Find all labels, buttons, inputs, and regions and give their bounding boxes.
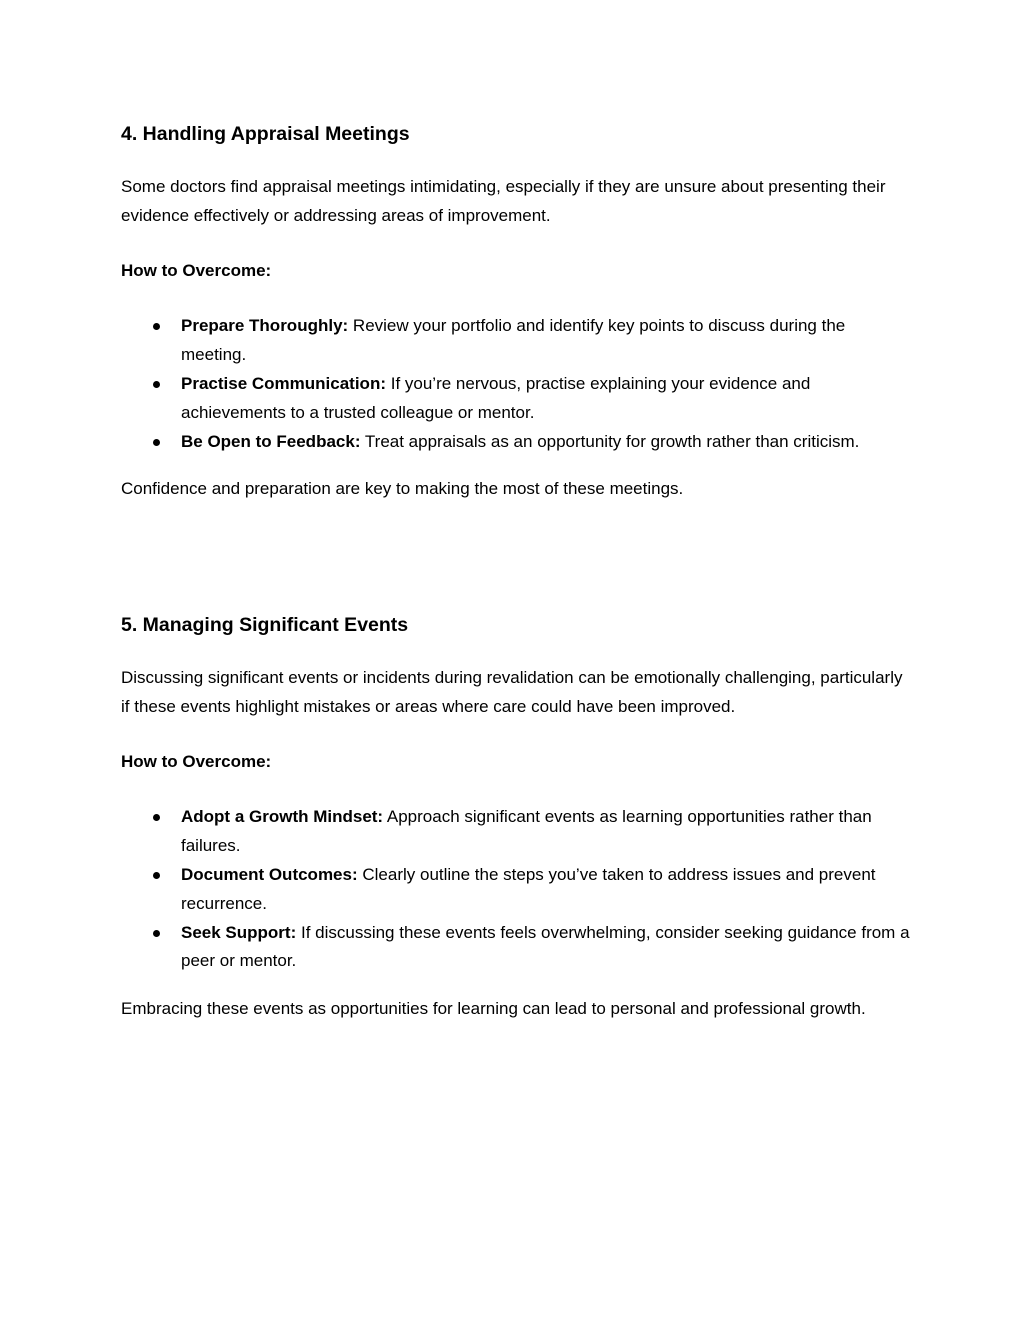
bullet-icon bbox=[153, 323, 160, 330]
item-text: Review your portfolio and identify key points to discuss during the meeting. bbox=[181, 316, 846, 365]
item-title: Be Open to Feedback: bbox=[181, 431, 361, 451]
list-item bbox=[121, 428, 911, 457]
item-text: If you’re nervous, practise explaining your evidence and achievements to a trusted colleague or mentor. bbox=[181, 373, 811, 422]
bullet-icon bbox=[153, 930, 160, 937]
bullet-icon bbox=[153, 872, 160, 879]
section-intro: Some doctors find appraisal meetings intimidating, especially if they are unsure about presenting their evidence effectively or addressing areas of improvement. bbox=[121, 177, 886, 225]
item-title: Adopt a Growth Mindset: bbox=[181, 807, 384, 827]
list-item bbox=[121, 861, 911, 919]
item-text: If discussing these events feels overwhelming, consider seeking guidance from a peer or mentor. bbox=[181, 922, 910, 971]
section-appraisal-meetings bbox=[121, 118, 911, 504]
list-item bbox=[121, 312, 911, 370]
item-title: Practise Communication: bbox=[181, 373, 386, 393]
list-item bbox=[121, 370, 911, 428]
item-title: Document Outcomes: bbox=[181, 864, 358, 884]
bullet-icon bbox=[153, 439, 160, 446]
item-text: Clearly outline the steps you’ve taken to address issues and prevent recurrence. bbox=[181, 864, 876, 913]
section-heading: 4. Handling Appraisal Meetings bbox=[121, 123, 410, 145]
how-to-overcome-label: How to Overcome: bbox=[121, 260, 272, 280]
section-significant-events bbox=[121, 609, 911, 1024]
list-item bbox=[121, 919, 911, 977]
how-to-overcome-label: How to Overcome: bbox=[121, 751, 272, 771]
tips-list bbox=[121, 803, 911, 976]
item-text: Approach significant events as learning opportunities rather than failures. bbox=[181, 807, 872, 856]
section-heading: 5. Managing Significant Events bbox=[121, 614, 409, 636]
bullet-icon bbox=[153, 381, 160, 388]
section-intro: Discussing significant events or incidents during revalidation can be emotionally challenging, particularly if these events highlight mistakes or areas where care could have been improved. bbox=[121, 668, 903, 716]
tips-list bbox=[121, 312, 911, 456]
item-text: Treat appraisals as an opportunity for growth rather than criticism. bbox=[360, 431, 860, 451]
item-title: Prepare Thoroughly: bbox=[181, 316, 349, 336]
list-item bbox=[121, 803, 911, 861]
item-title: Seek Support: bbox=[181, 922, 297, 942]
bullet-icon bbox=[153, 814, 160, 821]
section-closing: Confidence and preparation are key to making the most of these meetings. bbox=[121, 479, 684, 499]
section-closing: Embracing these events as opportunities for learning can lead to personal and professional growth. bbox=[121, 999, 866, 1019]
